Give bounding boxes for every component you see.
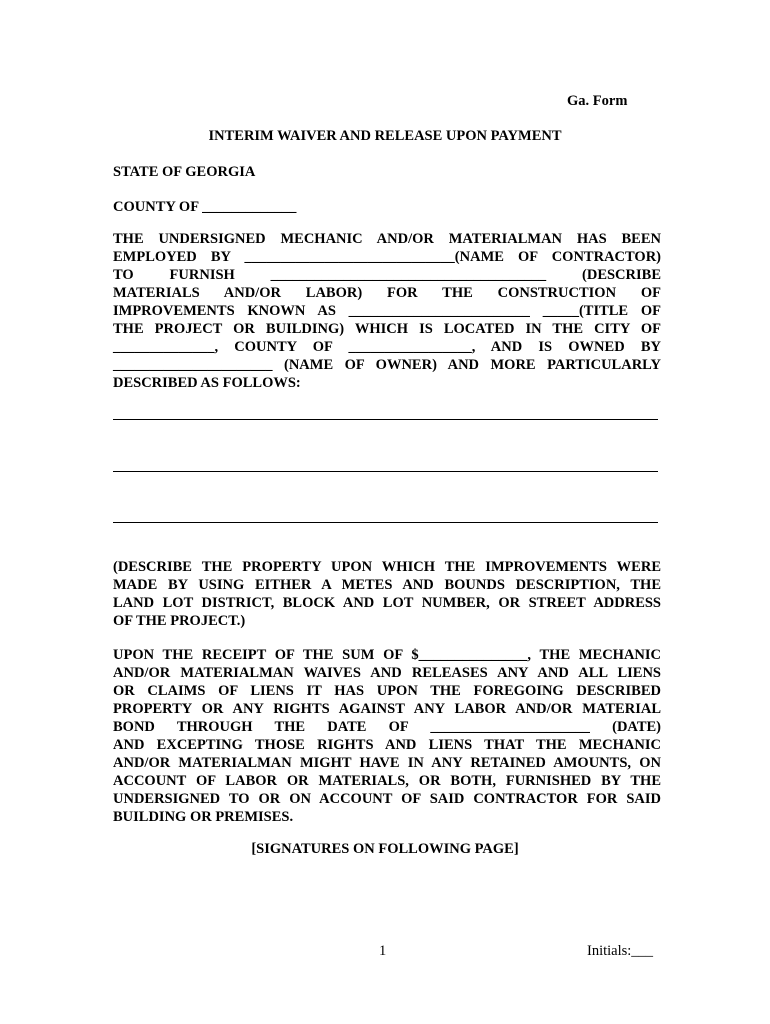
property-description-line [113,471,658,472]
paragraph-line: THE UNDERSIGNED MECHANIC AND/OR MATERIALMAN HAS BEEN [113,231,661,247]
paragraph-line: UNDERSIGNED TO OR ON ACCOUNT OF SAID CONTRACTOR FOR SAID [113,791,661,807]
paragraph-line: AND/OR MATERIALMAN MIGHT HAVE IN ANY RETAINED AMOUNTS, ON [113,755,661,771]
property-description-line [113,419,658,420]
paragraph-line: ______________, COUNTY OF _________________, AND IS OWNED BY [113,339,661,355]
paragraph-line: LAND LOT DISTRICT, BLOCK AND LOT NUMBER, OR STREET ADDRESS [113,595,661,611]
paragraph-line: PROPERTY OR ANY RIGHTS AGAINST ANY LABOR AND/OR MATERIAL [113,701,661,717]
paragraph-line: UPON THE RECEIPT OF THE SUM OF $_______________, THE MECHANIC [113,647,661,663]
initials-field: Initials:___ [587,943,654,959]
paragraph-line: ACCOUNT OF LABOR OR MATERIALS, OR BOTH, FURNISHED BY THE [113,773,661,789]
paragraph-line: TO FURNISH ______________________________________ (DESCRIBE [113,267,661,283]
paragraph-line: ______________________ (NAME OF OWNER) AND MORE PARTICULARLY [113,357,661,373]
paragraph-line: BOND THROUGH THE DATE OF ______________________ (DATE) [113,719,661,735]
paragraph-line: DESCRIBED AS FOLLOWS: [113,375,301,391]
property-description-line [113,522,658,523]
paragraph-line: OR CLAIMS OF LIENS IT HAS UPON THE FOREGOING DESCRIBED [113,683,661,699]
paragraph-line: THE PROJECT OR BUILDING) WHICH IS LOCATED IN THE CITY OF [113,321,661,337]
paragraph-line: MATERIALS AND/OR LABOR) FOR THE CONSTRUCTION OF [113,285,661,301]
signatures-note: [SIGNATURES ON FOLLOWING PAGE] [251,841,519,857]
paragraph-line: IMPROVEMENTS KNOWN AS _________________________ _____(TITLE OF [113,303,661,319]
document-title: INTERIM WAIVER AND RELEASE UPON PAYMENT [208,128,562,144]
page-number: 1 [379,943,387,959]
paragraph-line: AND/OR MATERIALMAN WAIVES AND RELEASES ANY AND ALL LIENS [113,665,661,681]
paragraph-line: (DESCRIBE THE PROPERTY UPON WHICH THE IMPROVEMENTS WERE [113,559,661,575]
form-identifier: Ga. Form [567,93,628,109]
paragraph-line: OF THE PROJECT.) [113,613,246,629]
property-instructions-paragraph [113,558,661,630]
waiver-paragraph [113,646,661,826]
paragraph-line: BUILDING OR PREMISES. [113,809,294,825]
paragraph-line: AND EXCEPTING THOSE RIGHTS AND LIENS THAT THE MECHANIC [113,737,661,753]
county-line: COUNTY OF _____________ [113,199,297,215]
paragraph-line: MADE BY USING EITHER A METES AND BOUNDS DESCRIPTION, THE [113,577,661,593]
paragraph-line: EMPLOYED BY _____________________________(NAME OF CONTRACTOR) [113,249,661,265]
employment-paragraph [113,230,661,392]
state-line: STATE OF GEORGIA [113,164,256,180]
